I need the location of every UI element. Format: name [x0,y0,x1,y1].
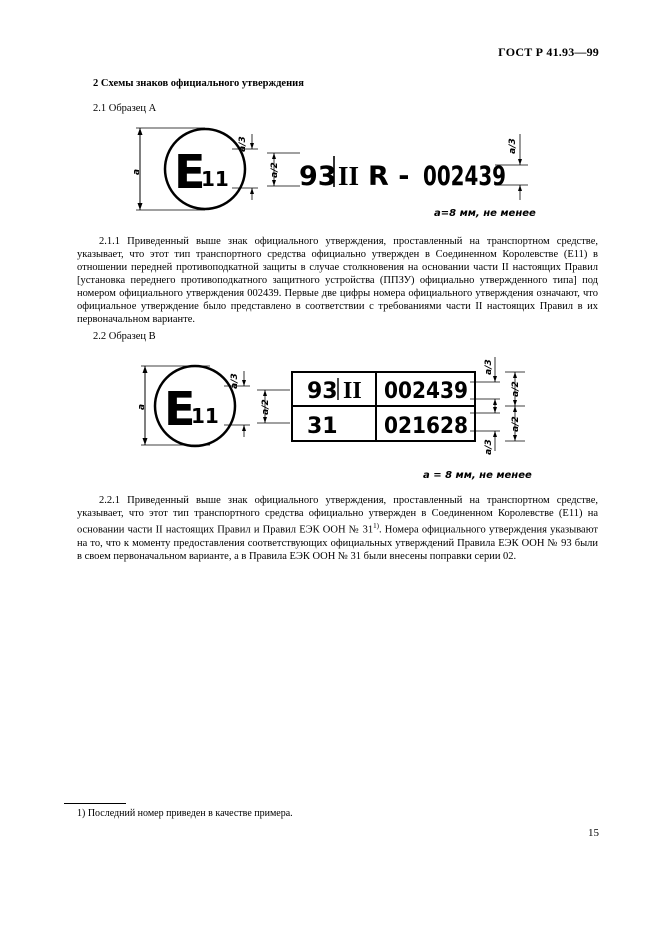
paragraph-2-1-1: 2.1.1 Приведенный выше знак официального утверждения, проставленный на транспортном средстве, указывает, что этот тип транспортного средства официально утвержден в Соединенном Королевстве (Е11) в отношении передней противоподкатной защиты в случае столкновения на основании части II настоящих Правил [установка переднего противоподкатного защитного устройства (ППЗУ) официально утвержденного типа] под номером официального утверждения 002439. Первые две цифры номера официального утверждения означают, что официальное утверждение было представлено в соответствии с требованиями части II настоящих Правил в их первоначальном варианте. [77,236,598,325]
sample-b-row1-reg: 93 [307,379,338,404]
sample-a-reg-suffix: R - [368,161,410,192]
paragraph-2-2-1-text: 2.2.1 Приведенный выше знак официального утверждения, проставленный на транспортном средстве, указывает, что этот тип транспортного средства официально утвержден в Соединенном Королевстве (Е11) на основании части II настоящих Правил и Правил ЕЭК ООН № 31 [77,495,598,536]
sample-b-row2-reg: 31 [307,414,338,439]
sample-b-dim-a: a [137,403,147,411]
paragraph-2-2-1-rest: . Номера официального утверждения указывают на то, что к моменту предоставления соответствующих официальных утверждений Правила ЕЭК ООН № 93 были в своем первоначальном варианте, а в Правила ЕЭК ООН № 31 были внесены поправки серии 02. [77,524,598,562]
sample-a-reg-part: II [338,161,360,191]
sample-b-row1-number: 002439 [384,379,468,404]
sample-a-diagram [0,120,661,220]
sample-b-dim-a2-top: a/2 [511,381,521,397]
sample-b-mark-letter: E [164,382,196,436]
sample-b-dim-a3-top: a/3 [484,359,494,375]
footnote-separator [64,803,126,804]
sample-a-dim-a: a [132,168,142,176]
sample-a-mark-number: 11 [201,167,229,191]
sample-b-diagram [0,355,661,465]
sample-b-row1-part: II [343,378,362,404]
sample-a-approval-number: 002439 [423,161,506,192]
sample-a-reg-main: 93 [299,161,337,192]
page-number: 15 [588,827,599,839]
sample-b-row2-number: 021628 [384,414,468,439]
sample-b-dim-a3-left: a/3 [230,373,240,389]
sample-b-dim-a2: a/2 [261,399,271,415]
paragraph-2-2-1 [77,494,598,563]
sample-b-label: 2.2 Образец В [93,331,156,342]
sample-a-note: a=8 мм, не менее [434,208,536,219]
sample-b-dim-a2-bottom: a/2 [511,416,521,432]
sample-b-note: a = 8 мм, не менее [423,470,532,481]
sample-b-dim-a3-bottom: a/3 [484,439,494,455]
sample-b-mark-number: 11 [191,404,219,428]
footnote: 1) Последний номер приведен в качестве примера. [77,808,293,819]
document-code: ГОСТ Р 41.93—99 [498,45,599,59]
sample-a-label: 2.1 Образец А [93,103,157,114]
sample-a-dim-a2: a/2 [270,162,280,178]
sample-a-dim-a3-left: a/3 [238,136,248,152]
sample-a-mark-letter: E [174,145,206,199]
sample-a-dim-a3-right: a/3 [508,138,518,154]
section-title: 2 Схемы знаков официального утверждения [93,78,304,89]
footnote-ref: 1) [373,522,379,530]
